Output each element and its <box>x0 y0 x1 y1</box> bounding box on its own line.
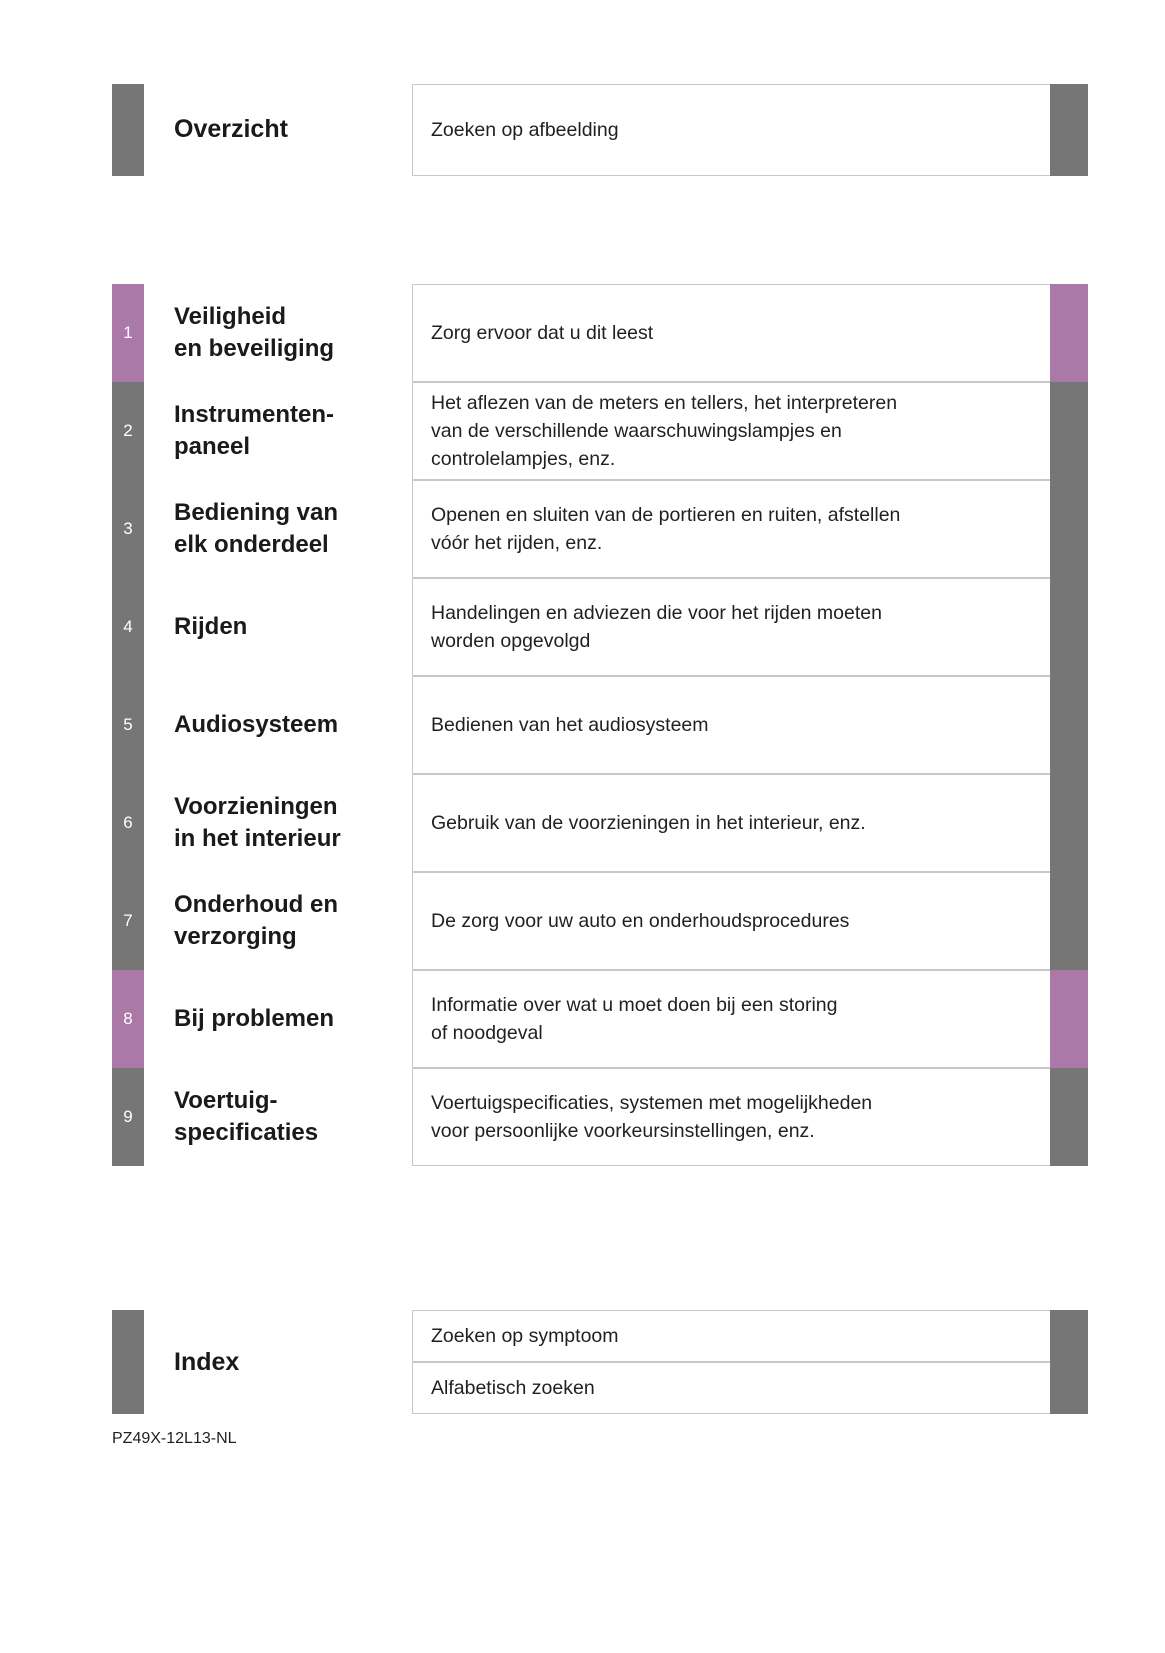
chapter-number-3: 3 <box>112 480 144 578</box>
index-row[interactable] <box>112 1310 1088 1414</box>
chapter-title-4 <box>144 578 412 676</box>
chapter-title-3 <box>144 480 412 578</box>
chapter-description-6 <box>412 774 1050 872</box>
chapter-description-2 <box>412 382 1050 480</box>
index-title: Index <box>174 1347 240 1376</box>
chapter-description-line: Handelingen en adviezen die voor het rijden moeten <box>431 601 882 624</box>
overview-description-text: Zoeken op afbeelding <box>431 118 619 141</box>
overview-title <box>144 84 412 176</box>
chapter-title-line: Voorzieningen <box>174 793 338 821</box>
chapter-description-line: vóór het rijden, enz. <box>431 532 603 554</box>
chapter-description-line: Bedienen van het audiosysteem <box>431 713 709 736</box>
publication-code: PZ49X-12L13-NL <box>112 1430 237 1447</box>
index-entries <box>412 1310 1088 1414</box>
chapter-description-line: Het aflezen van de meters en tellers, het interpreteren <box>431 391 898 414</box>
chapter-row-5[interactable] <box>112 676 1088 774</box>
chapter-description-line: controlelampjes, enz. <box>431 448 616 471</box>
chapter-number-7: 7 <box>112 872 144 970</box>
chapter-description-4 <box>412 578 1050 676</box>
chapter-title-line: Bediening van <box>174 499 339 527</box>
overview-row[interactable] <box>112 84 1088 176</box>
chapter-description-1 <box>412 284 1050 382</box>
chapter-row-6[interactable] <box>112 774 1088 872</box>
chapter-title-line: paneel <box>174 433 251 460</box>
chapter-title-line: Onderhoud en <box>174 891 338 919</box>
chapter-description-line: Openen en sluiten van de portieren en ruiten, afstellen <box>431 503 901 526</box>
chapter-row-9[interactable] <box>112 1068 1088 1166</box>
chapter-row-2[interactable] <box>112 382 1088 480</box>
chapter-number-6: 6 <box>112 774 144 872</box>
chapter-list <box>112 284 1088 1166</box>
chapter-description-5 <box>412 676 1050 774</box>
chapter-title-line: Instrumenten- <box>174 401 335 429</box>
chapter-number-9: 9 <box>112 1068 144 1166</box>
chapter-edge-tab-3 <box>1050 480 1088 578</box>
chapter-number-4: 4 <box>112 578 144 676</box>
overview-tab-marker <box>112 84 144 176</box>
chapter-title-2 <box>144 382 412 480</box>
index-edge-tab-1 <box>1050 1310 1088 1362</box>
chapter-edge-tab-4 <box>1050 578 1088 676</box>
chapter-edge-tab-1 <box>1050 284 1088 382</box>
chapter-description-line: Voertuigspecificaties, systemen met mogelijkheden <box>431 1091 873 1114</box>
chapter-description-line: worden opgevolgd <box>431 630 591 652</box>
index-entry-label: Zoeken op symptoom <box>412 1310 1050 1362</box>
chapter-title-line: specificaties <box>174 1119 319 1146</box>
chapter-title-1 <box>144 284 412 382</box>
overview-description <box>412 84 1050 176</box>
chapter-title-5 <box>144 676 412 774</box>
overview-edge-tab <box>1050 84 1088 176</box>
chapter-title-line: Audiosysteem <box>174 711 339 739</box>
chapter-title-6 <box>144 774 412 872</box>
chapter-title-line: Rijden <box>174 613 248 641</box>
chapter-title-9 <box>144 1068 412 1166</box>
chapter-title-line: Veiligheid <box>174 303 287 331</box>
chapter-description-line: De zorg voor uw auto en onderhoudsprocedures <box>431 909 850 932</box>
chapter-number-8: 8 <box>112 970 144 1068</box>
index-edge-tab-2 <box>1050 1362 1088 1414</box>
index-entry-symptom[interactable] <box>412 1310 1088 1362</box>
chapter-row-7[interactable] <box>112 872 1088 970</box>
chapter-title-line: en beveiliging <box>174 335 335 362</box>
chapter-description-9 <box>412 1068 1050 1166</box>
chapter-title-8 <box>144 970 412 1068</box>
chapter-description-7 <box>412 872 1050 970</box>
overview-title-text: Overzicht <box>174 115 288 144</box>
index-entry-alphabetical[interactable] <box>412 1362 1088 1414</box>
chapter-number-2: 2 <box>112 382 144 480</box>
chapter-description-3 <box>412 480 1050 578</box>
chapter-edge-tab-5 <box>1050 676 1088 774</box>
chapter-title-line: verzorging <box>174 923 297 950</box>
overview-block <box>112 84 1088 176</box>
chapter-title-line: elk onderdeel <box>174 531 329 558</box>
chapter-number-5: 5 <box>112 676 144 774</box>
chapter-description-8 <box>412 970 1050 1068</box>
chapter-edge-tab-8 <box>1050 970 1088 1068</box>
chapter-description-line: Gebruik van de voorzieningen in het interieur, enz. <box>431 811 866 834</box>
chapter-title-line: Bij problemen <box>174 1005 335 1033</box>
chapter-row-4[interactable] <box>112 578 1088 676</box>
chapter-row-8[interactable] <box>112 970 1088 1068</box>
chapter-description-line: van de verschillende waarschuwingslampjes en <box>431 419 842 442</box>
index-block <box>112 1310 1088 1414</box>
chapter-row-3[interactable] <box>112 480 1088 578</box>
chapter-edge-tab-2 <box>1050 382 1088 480</box>
chapter-title-line: Voertuig- <box>174 1087 278 1115</box>
chapter-description-line: Zorg ervoor dat u dit leest <box>431 321 654 344</box>
chapter-title-7 <box>144 872 412 970</box>
chapter-edge-tab-7 <box>1050 872 1088 970</box>
chapter-description-line: of noodgeval <box>431 1022 543 1044</box>
chapter-description-line: voor persoonlijke voorkeursinstellingen, enz. <box>431 1120 815 1142</box>
index-tab-marker <box>112 1310 144 1414</box>
index-entry-label: Alfabetisch zoeken <box>412 1362 1050 1414</box>
chapter-edge-tab-9 <box>1050 1068 1088 1166</box>
chapter-number-1: 1 <box>112 284 144 382</box>
chapter-row-1[interactable] <box>112 284 1088 382</box>
chapter-edge-tab-6 <box>1050 774 1088 872</box>
chapter-description-line: Informatie over wat u moet doen bij een storing <box>431 993 838 1016</box>
chapter-title-line: in het interieur <box>174 825 341 852</box>
